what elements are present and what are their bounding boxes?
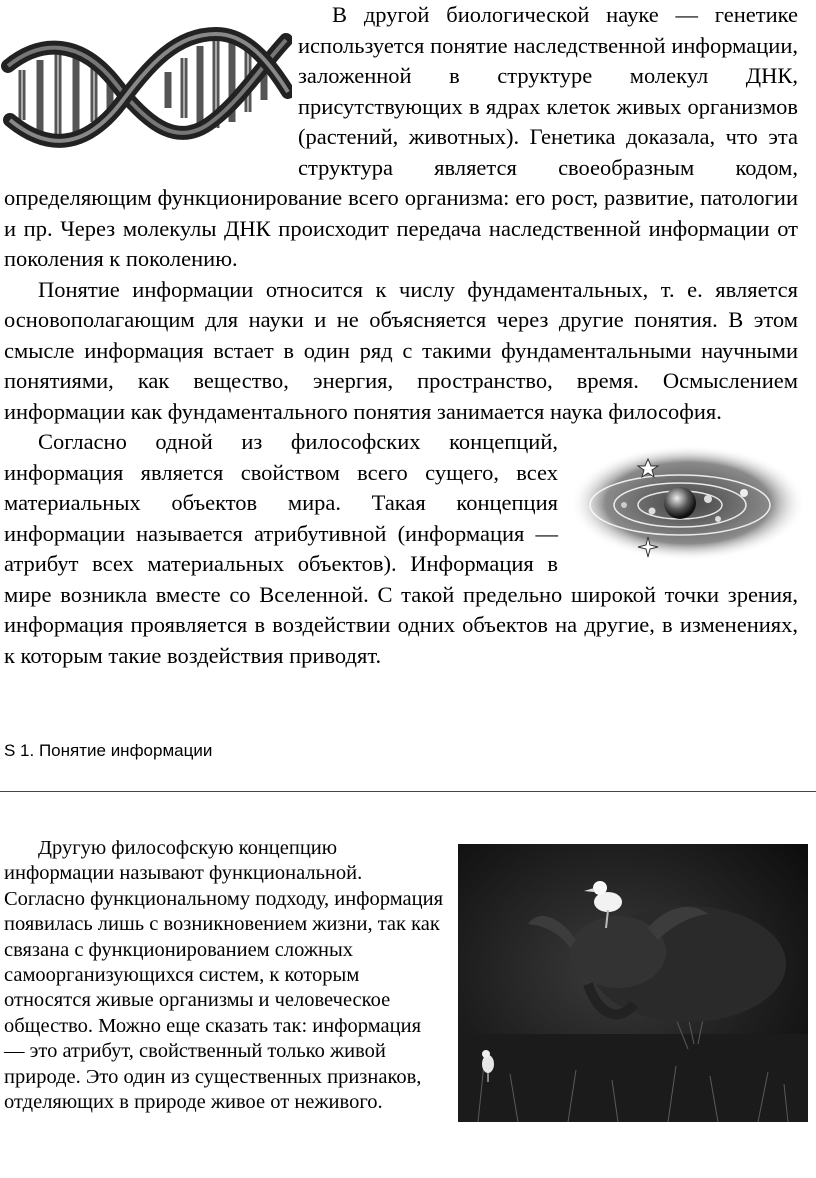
buffalo-egret-photo (458, 844, 808, 1122)
paragraph-fundamental: Понятие информации относится к числу фундаментальных, т. е. является основополагающим для науки и не объясняется через другие понятия. В этом смысле информация встает в один ряд с такими фундаментальными научными понятиями, как вещество, энергия, пространство, время. Осмыслением информации как фундаментального понятия занимается наука философия. (4, 276, 798, 424)
section-divider (0, 791, 816, 792)
section-genetics (4, 0, 798, 671)
solar-system-illustration (568, 433, 816, 573)
section-caption: S 1. Понятие информации (4, 741, 213, 760)
paragraph-genetics: В другой биологической науке — генетике используется понятие наследственной информации, заложенной в структуре молекул ДНК, присутствующих в ядрах клеток живых организмов (растений, животных). Генетика доказала, что эта структура является своеобразным кодом, определяющим функционирование всего организма: его рост, развитие, патологии и пр. Через молекулы ДНК происходит передача наследственной информации от поколения к поколению. (4, 2, 798, 271)
paragraph-functional: Другую философскую концепцию информации называют функциональной. Согласно функциональному подходу, информация появилась лишь с возникновением жизни, так как связана с функционированием сложных самоорганизующихся систем, к которым относятся живые организмы и человеческое общество. Можно еще сказать так: информация — это атрибут, свойственный только живой природе. Это один из существенных признаков, отделяющих в природе живое от неживого. (4, 837, 443, 1114)
dna-helix-illustration (0, 0, 292, 178)
paragraph-attributive: Согласно одной из философских концепций, информация является свойством всего сущего, всех материальных объектов мира. Такая концепция информации называется атрибутивной (информация — атрибут всех материальных объектов). Информация в мире возникла вместе со Вселенной. С такой предельно широкой точки зрения, информация проявляется в воздействии одних объектов на другие, в изменениях, к которым такие воздействия приводят. (4, 429, 798, 668)
section-functional (4, 836, 784, 1122)
